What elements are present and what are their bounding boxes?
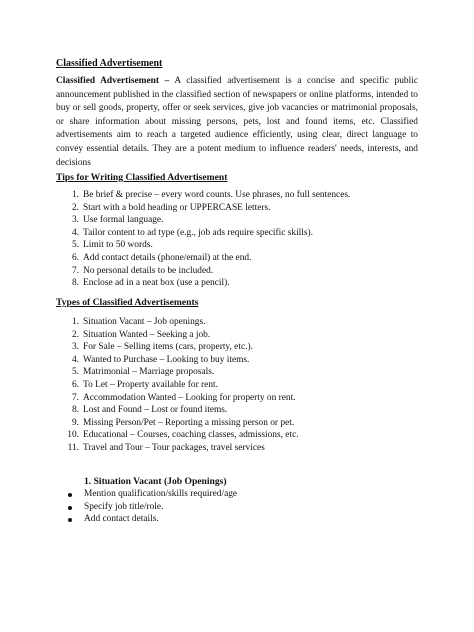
types-list-item — [56, 442, 299, 455]
intro-text: A classified advertisement is a concise and specific public announcement published in the classified section of newspapers or online platforms, intended to buy or sell goods, property, offer or seek services, give job vacancies or matrimonial proposals, or share information about missing persons, pets, lost and found items, etc. Classified advertisements aim to reach a targeted audience efficiently, using clear, direct language to convey essential details. They are a potent medium to influence readers' needs, interests, and decisions — [56, 76, 418, 168]
list-item-text: Situation Vacant – Job openings. — [83, 317, 206, 327]
types-section-title: Types of Classified Advertisements — [56, 297, 199, 308]
list-number: 7. — [71, 392, 79, 403]
types-list — [56, 316, 299, 455]
bullet-item — [56, 501, 237, 514]
list-item-text: Be brief & precise – every word counts. Use phrases, no full sentences. — [83, 190, 351, 200]
list-number: 5. — [71, 367, 79, 378]
types-list-item — [56, 417, 299, 430]
document-heading: Classified Advertisement — [56, 58, 163, 69]
tips-list-item — [56, 239, 350, 252]
list-item-text: Enclose ad in a neat box (use a pencil). — [83, 278, 230, 289]
list-number: 9. — [71, 417, 79, 428]
situation-vacant-title: 1. Situation Vacant (Job Openings) — [84, 476, 227, 487]
tips-list-item — [56, 189, 350, 202]
types-list-item — [56, 329, 299, 342]
list-item-text: Accommodation Wanted – Looking for property on rent. — [83, 392, 296, 403]
types-list-item — [56, 341, 299, 354]
list-number: 1. — [71, 317, 79, 327]
list-item-text: Start with a bold heading or UPPERCASE letters. — [83, 202, 271, 213]
tips-section-title: Tips for Writing Classified Advertisement — [56, 172, 228, 183]
types-list-item — [56, 404, 299, 417]
list-number: 4. — [71, 227, 79, 238]
list-item-text: To Let – Property available for rent. — [83, 379, 218, 390]
bullet-item — [56, 488, 237, 501]
intro-term: Classified Advertisement – — [56, 76, 170, 86]
list-item-text: Missing Person/Pet – Reporting a missing person or pet. — [83, 417, 295, 428]
list-number: 6. — [71, 252, 79, 263]
list-item-text: Travel and Tour – Tour packages, travel services — [83, 442, 265, 453]
list-item-text: Tailor content to ad type (e.g., job ads require specific skills). — [83, 227, 314, 238]
list-number: 11. — [67, 442, 79, 453]
bullet-text: Add contact details. — [84, 514, 159, 525]
tips-list — [56, 189, 350, 290]
list-number: 10. — [67, 430, 79, 441]
list-item-text: Wanted to Purchase – Looking to buy items. — [83, 354, 250, 365]
list-item-text: Educational – Courses, coaching classes, admissions, etc. — [83, 430, 299, 441]
tips-list-item — [56, 202, 350, 215]
tips-list-item — [56, 214, 350, 227]
list-number: 7. — [71, 265, 79, 276]
types-list-item — [56, 379, 299, 392]
list-item-text: Matrimonial – Marriage proposals. — [83, 367, 215, 378]
list-number: 1. — [71, 190, 79, 200]
tips-list-item — [56, 277, 350, 290]
types-list-item — [56, 366, 299, 379]
list-number: 2. — [71, 329, 79, 340]
bullet-icon — [68, 493, 72, 497]
list-number: 2. — [71, 202, 79, 213]
intro-paragraph — [56, 75, 418, 170]
bullet-icon — [68, 518, 72, 522]
list-number: 3. — [71, 342, 79, 353]
tips-list-item — [56, 252, 350, 265]
list-item-text: Lost and Found – Lost or found items. — [83, 405, 228, 416]
types-list-item — [56, 392, 299, 405]
tips-list-item — [56, 227, 350, 240]
list-number: 6. — [71, 379, 79, 390]
list-number: 8. — [71, 405, 79, 416]
types-list-item — [56, 429, 299, 442]
bullet-item — [56, 513, 237, 526]
list-number: 4. — [71, 354, 79, 365]
list-item-text: For Sale – Selling items (cars, property, etc.). — [83, 342, 253, 353]
types-list-item — [56, 354, 299, 367]
list-item-text: Situation Wanted – Seeking a job. — [83, 329, 211, 340]
bullet-text: Specify job title/role. — [84, 501, 164, 512]
tips-list-item — [56, 265, 350, 278]
bullet-icon — [68, 506, 72, 510]
situation-vacant-bullets — [56, 488, 237, 526]
list-number: 8. — [71, 278, 79, 289]
list-item-text: Limit to 50 words. — [83, 240, 153, 251]
list-item-text: No personal details to be included. — [83, 265, 214, 276]
list-number: 3. — [71, 215, 79, 226]
list-item-text: Add contact details (phone/email) at the end. — [83, 252, 252, 263]
types-list-item — [56, 316, 299, 329]
bullet-text: Mention qualification/skills required/age — [84, 489, 238, 499]
list-item-text: Use formal language. — [83, 215, 164, 226]
list-number: 5. — [71, 240, 79, 251]
